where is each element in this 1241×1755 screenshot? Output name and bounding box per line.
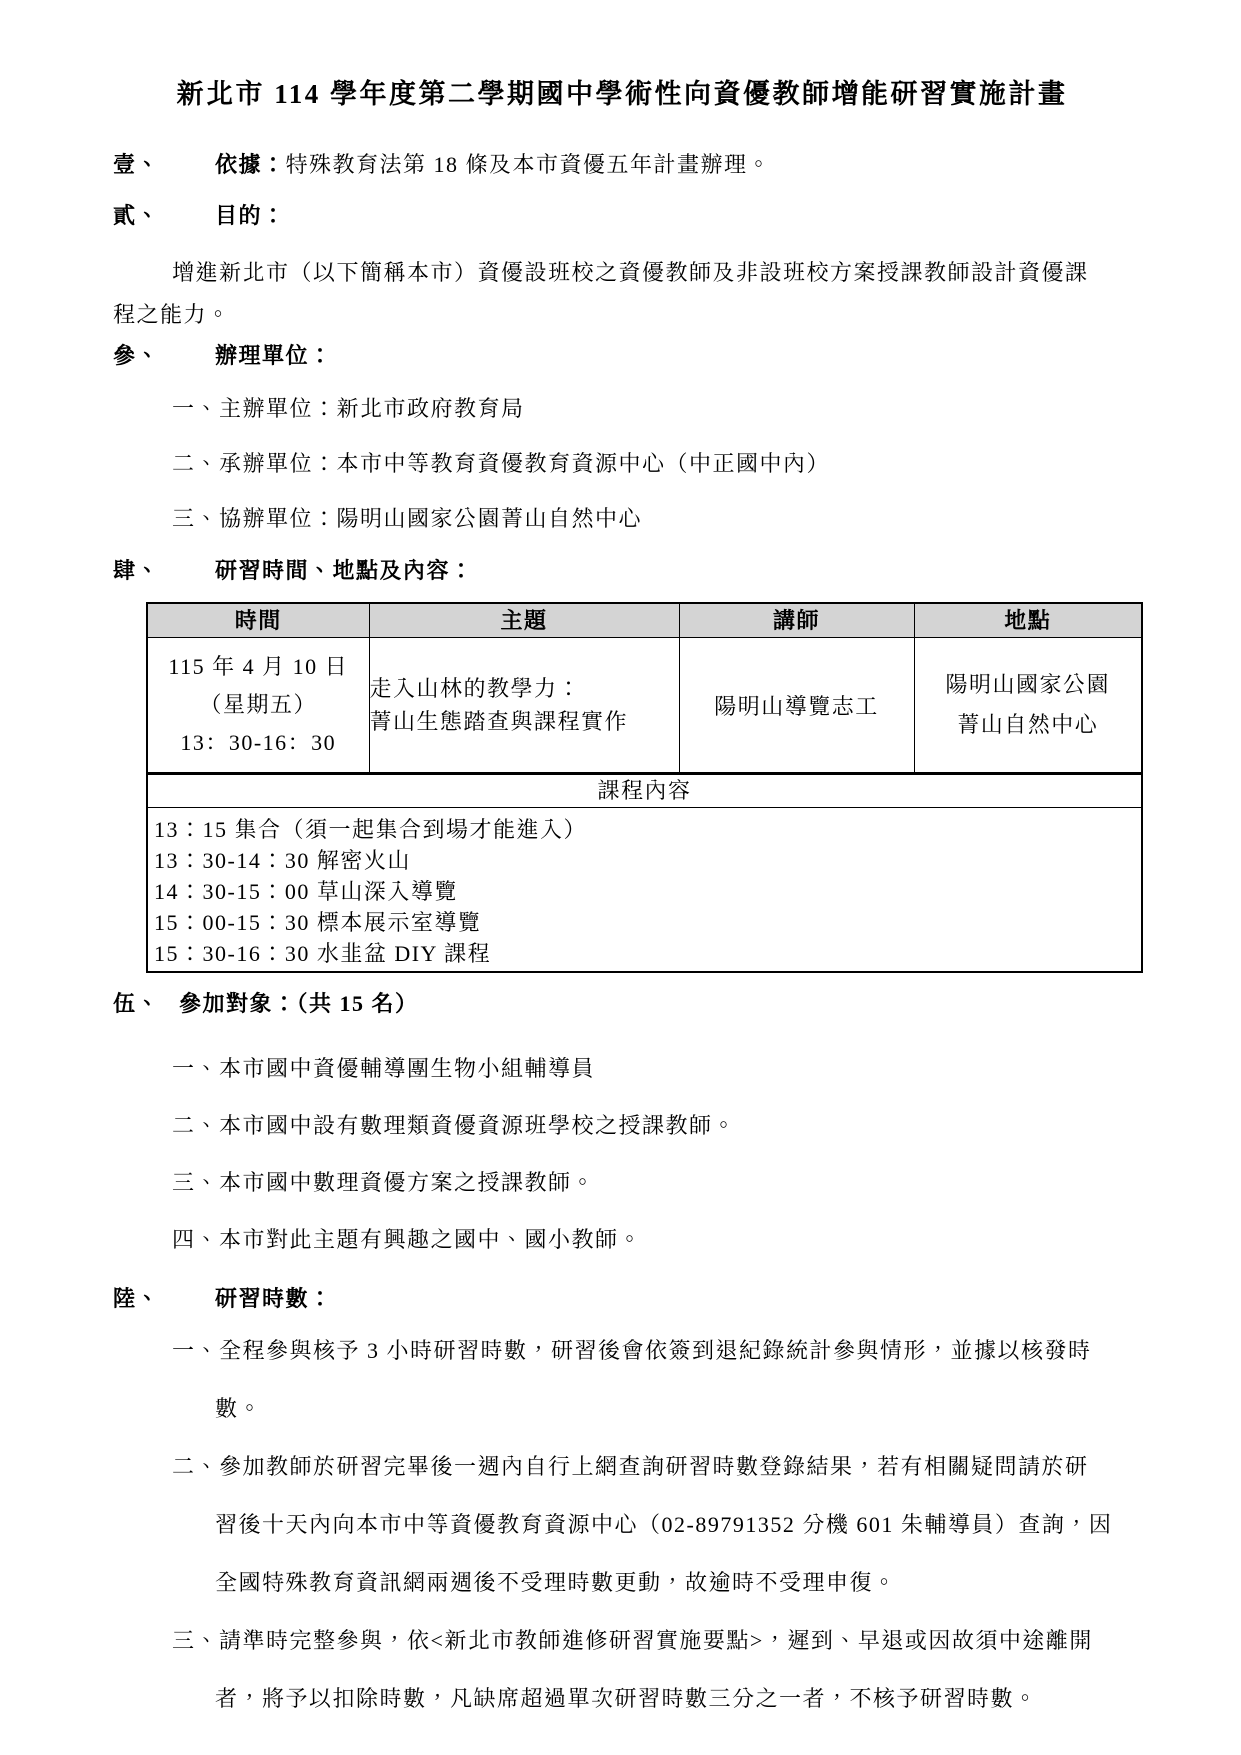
list-item: 一、本市國中資優輔導團生物小組輔導員	[172, 1056, 596, 1081]
list-item: 二、參加教師於研習完畢後一週內自行上網查詢研習時數登錄結果，若有相關疑問請於研	[172, 1454, 1089, 1479]
section-schedule-number: 肆、	[113, 558, 161, 583]
section-participants-number: 伍、	[113, 991, 161, 1016]
cell-place	[914, 638, 1142, 774]
schedule-table	[146, 602, 1143, 973]
section-purpose	[113, 201, 1131, 231]
list-item: 三、協辦單位：陽明山國家公園菁山自然中心	[172, 506, 643, 531]
list-item-continuation: 者，將予以扣除時數，凡缺席超過單次研習時數三分之一者，不核予研習時數。	[215, 1686, 1038, 1711]
section-organizers	[113, 341, 1131, 371]
course-content-label-row	[147, 774, 1142, 808]
section-purpose-number: 貳、	[113, 203, 161, 228]
list-item-continuation: 全國特殊教育資訊網兩週後不受理時數更動，故逾時不受理申復。	[215, 1570, 897, 1595]
section-basis	[113, 150, 1131, 180]
topic-line: 菁山生態踏查與課程實作	[369, 709, 629, 734]
section-participants-heading: 參加對象：（共 15 名）	[179, 991, 419, 1016]
purpose-paragraph-line: 程之能力。	[113, 302, 231, 327]
course-item: 13：15 集合（須一起集合到場才能進入）	[154, 817, 588, 842]
list-item: 四、本市對此主題有興趣之國中、國小教師。	[172, 1227, 643, 1252]
column-header-speaker: 講師	[679, 603, 914, 638]
place-line: 菁山自然中心	[957, 712, 1099, 737]
document-title: 新北市 114 學年度第二學期國中學術性向資優教師增能研習實施計畫	[176, 79, 1068, 109]
column-header-time: 時間	[147, 603, 369, 638]
place-line: 陽明山國家公園	[945, 672, 1110, 697]
section-organizers-heading: 辦理單位：	[215, 343, 333, 368]
time-hours: 13：30-16：30	[180, 730, 337, 755]
cell-topic	[369, 638, 679, 774]
course-item: 15：00-15：30 標本展示室導覽	[154, 910, 482, 935]
hours-list	[113, 1336, 1131, 1714]
organizers-list	[113, 394, 1131, 534]
section-hours	[113, 1284, 1131, 1314]
course-content-cell	[147, 808, 1142, 973]
list-item: 一、主辦單位：新北市政府教育局	[172, 396, 525, 421]
list-item: 三、本市國中數理資優方案之授課教師。	[172, 1170, 596, 1195]
cell-speaker: 陽明山導覽志工	[679, 638, 914, 774]
purpose-paragraph-line: 增進新北市（以下簡稱本市）資優設班校之資優教師及非設班校方案授課教師設計資優課	[172, 260, 1089, 285]
list-item-continuation: 數。	[215, 1396, 263, 1421]
time-weekday: （星期五）	[199, 692, 317, 717]
section-purpose-heading: 目的：	[215, 203, 286, 228]
list-item: 二、承辦單位：本市中等教育資優教育資源中心（中正國中內）	[172, 451, 831, 476]
section-schedule	[113, 556, 1131, 586]
time-date: 115 年 4 月 10 日	[168, 654, 349, 679]
list-item: 一、全程參與核予 3 小時研習時數，研習後會依簽到退紀錄統計參與情形，並據以核發時	[172, 1338, 1092, 1363]
course-item: 13：30-14：30 解密火山	[154, 848, 411, 873]
section-basis-heading: 依據：	[215, 152, 286, 177]
course-item: 15：30-16：30 水韭盆 DIY 課程	[154, 941, 492, 966]
course-content-label: 課程內容	[147, 774, 1142, 808]
list-item-continuation: 習後十天內向本市中等資優教育資源中心（02-89791352 分機 601 朱輔導員）查詢，因	[215, 1512, 1113, 1537]
cell-time	[147, 638, 369, 774]
participants-list	[113, 1054, 1131, 1255]
topic-line: 走入山林的教學力：	[369, 676, 582, 701]
schedule-table-main-row	[147, 638, 1142, 774]
section-hours-number: 陸、	[113, 1286, 161, 1311]
section-hours-heading: 研習時數：	[215, 1286, 333, 1311]
column-header-place: 地點	[914, 603, 1142, 638]
section-schedule-heading: 研習時間、地點及內容：	[215, 558, 474, 583]
section-participants	[113, 989, 1131, 1019]
purpose-paragraph	[113, 252, 1131, 336]
course-item: 14：30-15：00 草山深入導覽	[154, 879, 458, 904]
section-basis-text: 特殊教育法第 18 條及本市資優五年計畫辦理。	[285, 152, 772, 177]
course-content-row	[147, 808, 1142, 973]
section-basis-number: 壹、	[113, 152, 161, 177]
section-organizers-number: 參、	[113, 343, 161, 368]
list-item: 三、請準時完整參與，依<新北市教師進修研習實施要點>，遲到、早退或因故須中途離開	[172, 1628, 1093, 1653]
list-item: 二、本市國中設有數理類資優資源班學校之授課教師。	[172, 1113, 737, 1138]
column-header-topic: 主題	[369, 603, 679, 638]
schedule-table-header-row	[147, 603, 1142, 638]
